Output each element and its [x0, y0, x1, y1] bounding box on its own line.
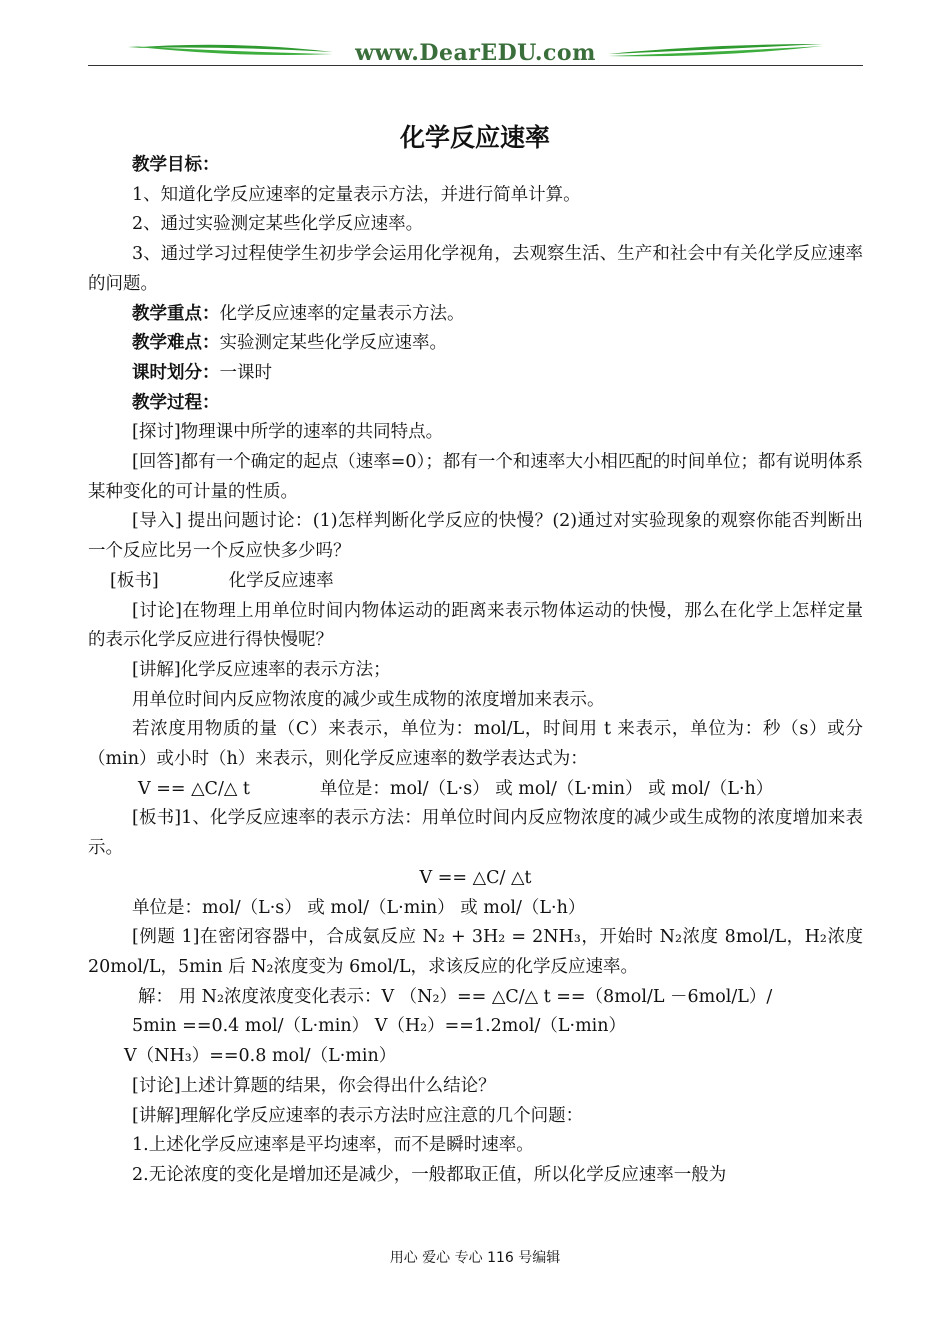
note-item: 2.无论浓度的变化是增加还是减少，一般都取正值，所以化学反应速率一般为 [132, 1164, 727, 1185]
process-paragraph: [讨论]在物理上用单位时间内物体运动的距离来表示物体运动的快慢，那么在化学上怎样定量的表示化学反应进行得快慢呢？ [88, 600, 863, 651]
process-paragraph: 若浓度用物质的量（C）来表示，单位为：mol/L，时间用 t 来表示，单位为：秒（s）或分（min）或小时（h）来表示，则化学反应速率的数学表达式为： [88, 719, 863, 770]
page-footer: 用心 爱心 专心 116 号编辑 [389, 1250, 561, 1266]
goal-item: 1、知道化学反应速率的定量表示方法，并进行简单计算。 [132, 184, 581, 205]
unit-line: 单位是：mol/（L·s） 或 mol/（L·min） 或 mol/（L·h） [132, 897, 586, 918]
process-paragraph: [探讨]物理课中所学的速率的共同特点。 [132, 422, 444, 443]
example-paragraph: [例题 1]在密闭容器中，合成氨反应 N₂ + 3H₂ = 2NH₃，开始时 N₂浓度 8mol/L，H₂浓度 20mol/L，5min 后 N₂浓度变为 6mol/L，求该反应的化学反应速率。 [88, 927, 863, 977]
site-banner [88, 38, 863, 74]
goal-item: 2、通过实验测定某些化学反应速率。 [132, 214, 424, 235]
solution-line: 5min ==0.4 mol/（L·min） V（H₂）==1.2mol/（L·min） [132, 1016, 627, 1037]
goal-item: 3、通过学习过程使学生初步学会运用化学视角，去观察生活、生产和社会中有关化学反应速率的问题。 [88, 244, 863, 294]
process-paragraph: [讨论]上述计算题的结果，你会得出什么结论？ [132, 1075, 496, 1096]
formula-line: V == △C/△ t 单位是：mol/（L·s） 或 mol/（L·min） 或 mol/（L·h） [138, 778, 774, 799]
goal-heading: 教学目标： [132, 155, 220, 175]
document-body [88, 151, 863, 1191]
period-division: 课时划分：一课时 [132, 362, 272, 383]
note-item: 1.上述化学反应速率是平均速率，而不是瞬时速率。 [132, 1135, 534, 1156]
formula-line: V == △C/ △t [419, 867, 532, 888]
process-paragraph: [板书]1、化学反应速率的表示方法：用单位时间内反应物浓度的减少或生成物的浓度增加来表示。 [88, 808, 863, 859]
site-logo-text: www.DearEDU.com [355, 40, 596, 66]
process-paragraph: [讲解]化学反应速率的表示方法； [132, 659, 391, 680]
board-heading: [板书] 化学反应速率 [110, 570, 334, 591]
process-paragraph: [讲解]理解化学反应速率的表示方法时应注意的几个问题： [132, 1105, 584, 1126]
solution-line: 解： 用 N₂浓度浓度变化表示：V （N₂）== △C/△ t ==（8mol/L －6mol/L）/ [138, 986, 773, 1007]
process-paragraph: [导入] 提出问题讨论：(1)怎样判断化学反应的快慢？(2)通过对实验现象的观察你能否判断出一个反应比另一个反应快多少吗？ [88, 511, 863, 562]
process-paragraph: 用单位时间内反应物浓度的减少或生成物的浓度增加来表示。 [132, 689, 605, 710]
solution-line: V（NH₃）==0.8 mol/（L·min） [124, 1046, 397, 1067]
page-title: 化学反应速率 [399, 123, 550, 152]
header-divider [88, 65, 863, 66]
difficult-point: 教学难点：实验测定某些化学反应速率。 [132, 333, 447, 354]
process-paragraph: [回答]都有一个确定的起点（速率=0）；都有一个和速率大小相匹配的时间单位；都有说明体系某种变化的可计量的性质。 [88, 452, 863, 502]
process-heading: 教学过程： [132, 392, 220, 413]
key-point: 教学重点：化学反应速率的定量表示方法。 [132, 303, 465, 324]
